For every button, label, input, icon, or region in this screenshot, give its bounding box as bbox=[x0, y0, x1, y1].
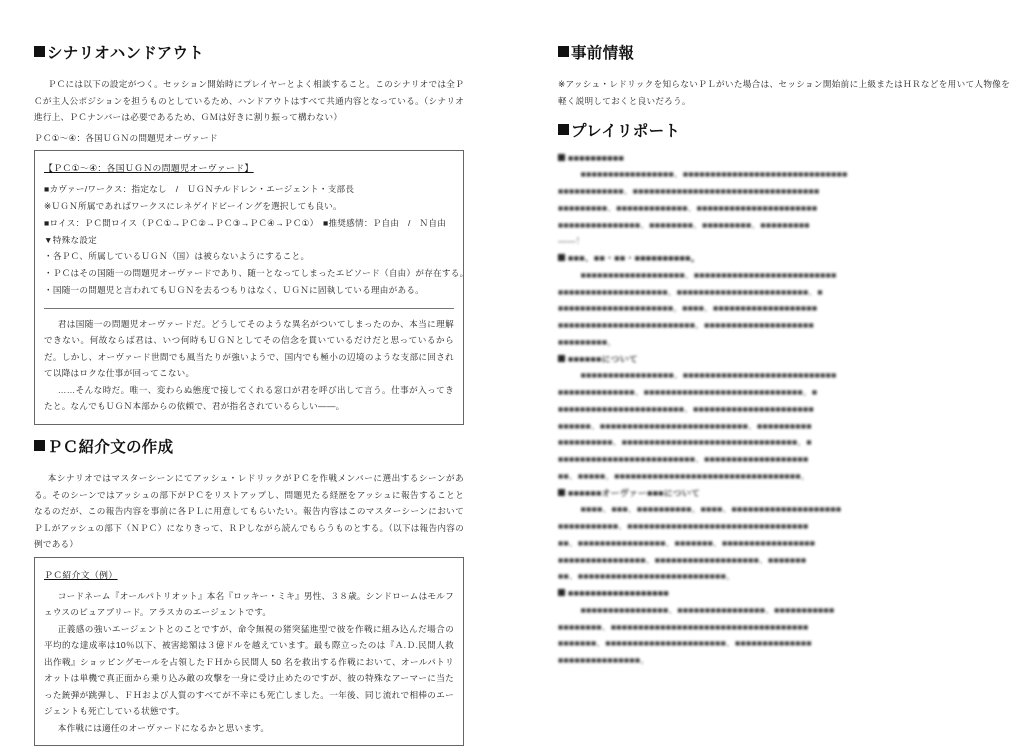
handout-box-line-lois: ■ロイス：ＰＣ間ロイス（ＰＣ①→ＰＣ②→ＰＣ③→ＰＣ④→ＰＣ①） ■推奨感情：Ｐ自由 / Ｎ自由 bbox=[44, 215, 454, 232]
heading-scenario-handout: シナリオハンドアウト bbox=[34, 44, 464, 63]
square-bullet-icon bbox=[558, 489, 565, 496]
handout-box-line-special-3: ・国随一の問題児と言われてもＵＧＮを去るつもりはなく、ＵＧＮに固執している理由がある。 bbox=[44, 282, 454, 299]
censored-paragraph: ■■、■■■■■■■■■■■■■■■■■■■■■■■■■■■。 bbox=[558, 568, 1010, 585]
censored-paragraph: ■■■■■■■■■■■■■■■■、■■■■■■■■■■■■■■■■、■■■■■■■■■■■ bbox=[558, 602, 1010, 619]
handout-box-divider bbox=[44, 308, 454, 309]
handout-box-line-special-2: ・ＰＣはその国随一の問題児オーヴァードであり、随一となってしまったエピソード（自由）が存在する。 bbox=[44, 265, 454, 282]
censored-paragraph: ■■■■■■■、■■■■■■■■■■■■■■■■■■■■■■、■■■■■■■■■■■■■■ bbox=[558, 635, 1010, 652]
square-bullet-icon bbox=[34, 46, 45, 57]
censored-block-heading: ■■■■■■オーヴァー■■■について bbox=[558, 485, 1010, 502]
right-column bbox=[558, 44, 1010, 669]
handout-narrative-1: 君は国随一の問題児オーヴァードだ。どうしてそのような異名がついてしまったのか、本当に理解できない。何故ならば君は、いつ何時もＵＧＮとしてその信念を貫いているだけだと思っているからだ。しかし、オーヴァード世間でも風当たりが強いようで、国内でも極小の辺境のような支部に回されて以降はロクな仕事が回ってこない。 bbox=[44, 316, 454, 382]
handout-box-line-note: ※ＵＧＮ所属であればワークスにレネゲイドビーイングを選択しても良い。 bbox=[44, 198, 454, 215]
handout-pc-line: ＰＣ①～④：各国ＵＧＮの問題児オーヴァード bbox=[34, 130, 464, 147]
censored-block-heading: ■■■■■■について bbox=[558, 351, 1010, 368]
censored-paragraph: ■■■■■■■■■■■、■■■■■■■■■■■■■■■■■■■■■■■■■■■■■■■■■ bbox=[558, 518, 1010, 535]
censored-paragraph: ■■■■■■■■■■■■■■、■■■■■■■■■■■■■■■■■■■■■■■■■■■■■。■ bbox=[558, 384, 1010, 401]
censored-paragraph: ■■■■■■■■■■■■■■■■■■■■。■■■■■■■■■■■■■■■■■■■■■■■■、■ bbox=[558, 284, 1010, 301]
heading-advance-info: 事前情報 bbox=[558, 44, 1010, 63]
censored-block-heading: ■■■■■■■■■■ bbox=[558, 150, 1010, 167]
handout-box-title: 【ＰＣ①～④：各国ＵＧＮの問題児オーヴァード】 bbox=[44, 161, 254, 174]
handout-box-line-cover: ■カヴァー/ワークス：指定なし / ＵＧＮチルドレン・エージェント・支部長 bbox=[44, 181, 454, 198]
square-bullet-icon bbox=[558, 589, 565, 596]
censored-paragraph: ■■■■■■■■■■■■■■■■、■■■■■■■■■■■■■■■■■■■、■■■■■■■ bbox=[558, 552, 1010, 569]
censored-paragraph: ■■■■■■■■、■■■■■■■■■■■■■■■■■■■■■■■■■■■■■■■■■■■■ bbox=[558, 619, 1010, 636]
play-report-censored-body bbox=[558, 150, 1010, 669]
pc-sample-paragraph-3: 本作戦には適任のオーヴァードになるかと思います。 bbox=[44, 720, 454, 737]
pc-sample-paragraph-2: 正義感の強いエージェントとのことですが、命令無視の猪突猛進型で彼を作戦に組み込んだ場合の平均的な達成率は10％以下、被害総額は３億ドルを越えています。最も際立ったのは『Ａ.Ｄ.民間人救出作戦』ショッピングモールを占領したＦＨから民間人 50 名を救出する作戦において、オールパトリオットは単機で真正面から乗り込み敵の攻撃を一身に受け止めたのですが、彼の特殊なアーマーに当たった銃弾が跳弾し、ＦＨおよび人質のすべてが不幸にも死亡しました。一年後、同じ流れで相棒のエージェントも死亡している状態です。 bbox=[44, 621, 454, 720]
censored-block-heading: ■■■■■■■■■■■■■■■■■■ bbox=[558, 585, 1010, 602]
left-column bbox=[34, 44, 464, 746]
pc-sample-box-title: ＰＣ紹介文（例） bbox=[44, 568, 118, 581]
square-bullet-icon bbox=[558, 46, 569, 57]
handout-intro-paragraph: ＰＣには以下の設定がつく。セッション開始時にプレイヤーとよく相談すること。このシナリオでは全ＰＣが主人公ポジションを担うものとしているため、ハンドアウトはすべて共通内容となっている。（シナリオ進行上、ＰＣナンバーは必要であるため、ＧＭは好きに割り振って構わない） bbox=[34, 76, 464, 126]
censored-paragraph: ■■■■■■■■■、■■■■■■■■■■■■■、■■■■■■■■■■■■■■■■■■■■■■ bbox=[558, 200, 1010, 217]
pc-intro-paragraph: 本シナリオではマスターシーンにてアッシュ・レドリックがＰＣを作戦メンバーに選出するシーンがある。そのシーンではアッシュの部下がＰＣをリストアップし、問題児たる経歴をアッシュに報告することとなるのだが、この報告内容を事前に各ＰＬに用意してもらいたい。報告内容はこのマスターシーンにおいてＰＬがアッシュの部下（ＮＰＣ）になりきって、ＲＰしながら読んでもらうものとする。（以下は報告内容の例である） bbox=[34, 470, 464, 553]
censored-paragraph: ■■■■■■■■■。 bbox=[558, 334, 1010, 351]
pc-sample-box bbox=[34, 557, 464, 746]
handout-narrative-2: ……そんな時だ。唯一、変わらぬ態度で接してくれる窓口が君を呼び出して言う。仕事が入ってきたと。なんでもＵＧＮ本部からの依頼で、君が指名されているらしい――。 bbox=[44, 382, 454, 415]
censored-paragraph: ■■■■■■■■■■■■■■■■■、■■■■■■■■■■■■■■■■■■■■■■■■■■■■ bbox=[558, 367, 1010, 384]
pc-sample-paragraph-1: コードネーム『オールパトリオット』本名『ロッキー・ミキ』男性、３８歳。シンドロームはモルフェウスのピュアブリード。アラスカのエージェントです。 bbox=[44, 588, 454, 621]
handout-box-line-special-1: ・各ＰＣ、所属しているＵＧＮ（国）は被らないようにすること。 bbox=[44, 248, 454, 265]
censored-paragraph: ■■■■■■■■■■■■■■■■■■■、■■■■■■■■■■■■■■■■■■■■■■■■■■ bbox=[558, 267, 1010, 284]
square-bullet-icon bbox=[558, 154, 565, 161]
censored-paragraph: ■■■■■■■■■■■■■■■■■■■■■■■、■■■■■■■■■■■■■■■■■■■■■■ bbox=[558, 401, 1010, 418]
censored-paragraph: ■■、■■■■■。■■■■■■■■■■■■■■■■■■■■■■■■■■■■■■■■■■。 bbox=[558, 468, 1010, 485]
heading-pc-intro-creation: ＰＣ紹介文の作成 bbox=[34, 438, 464, 457]
censored-paragraph: ――！ bbox=[558, 233, 1010, 250]
censored-paragraph: ■■■■■■■■■■■■、■■■■■■■■■■■■■■■■■■■■■■■■■■■■■■■■■■ bbox=[558, 183, 1010, 200]
handout-box bbox=[34, 150, 464, 424]
censored-paragraph: ■■、■■■■■■■■■■■■■■■■、■■■■■■■、■■■■■■■■■■■■■■■■■ bbox=[558, 535, 1010, 552]
square-bullet-icon bbox=[558, 124, 569, 135]
censored-paragraph: ■■■■■■■■■■、■■■■■■■■■■■■■■■■■■■■■■■■■■■■■■■■。■ bbox=[558, 434, 1010, 451]
censored-paragraph: ■■■■■■■■■■■■■■■■■■■■■。■■■■、■■■■■■■■■■■■■■■■■■■ bbox=[558, 300, 1010, 317]
censored-paragraph: ■■■■■■■■■■■■■■■。 bbox=[558, 652, 1010, 669]
censored-paragraph: ■■■■、■■■、■■■■■■■■■■。■■■■、■■■■■■■■■■■■■■■■■■■■ bbox=[558, 501, 1010, 518]
square-bullet-icon bbox=[558, 254, 565, 261]
censored-paragraph: ■■■■■■■■■■■■■■■■■■■■■■■■■、■■■■■■■■■■■■■■■■■■■ bbox=[558, 451, 1010, 468]
handout-box-line-special-header: ▼特殊な設定 bbox=[44, 232, 454, 249]
censored-paragraph: ■■■■■■■■■■■■■■■■■、■■■■■■■■■■■■■■■■■■■■■■■■■■■■■■ bbox=[558, 166, 1010, 183]
heading-play-report: プレイリポート bbox=[558, 122, 1010, 141]
censored-paragraph: ■■■■■■■■■■■■■■■、■■■■■■■■、■■■■■■■■■、■■■■■■■■■ bbox=[558, 217, 1010, 234]
censored-paragraph: ■■■■■■、■■■■■■■■■■■■■■■■■■■■■■■■■■■、■■■■■■■■■■ bbox=[558, 418, 1010, 435]
censored-paragraph: ■■■■■■■■■■■■■■■■■■■■■■■■■。■■■■■■■■■■■■■■■■■■■■ bbox=[558, 317, 1010, 334]
square-bullet-icon bbox=[558, 355, 565, 362]
censored-block-heading: ■■■、■■・■■・■■■■■■■■■■。 bbox=[558, 250, 1010, 267]
square-bullet-icon bbox=[34, 440, 45, 451]
advance-info-paragraph: ※アッシュ・レドリックを知らないＰＬがいた場合は、セッション開始前に上級またはＨＲなどを用いて人物像を軽く説明しておくと良いだろう。 bbox=[558, 76, 1010, 109]
